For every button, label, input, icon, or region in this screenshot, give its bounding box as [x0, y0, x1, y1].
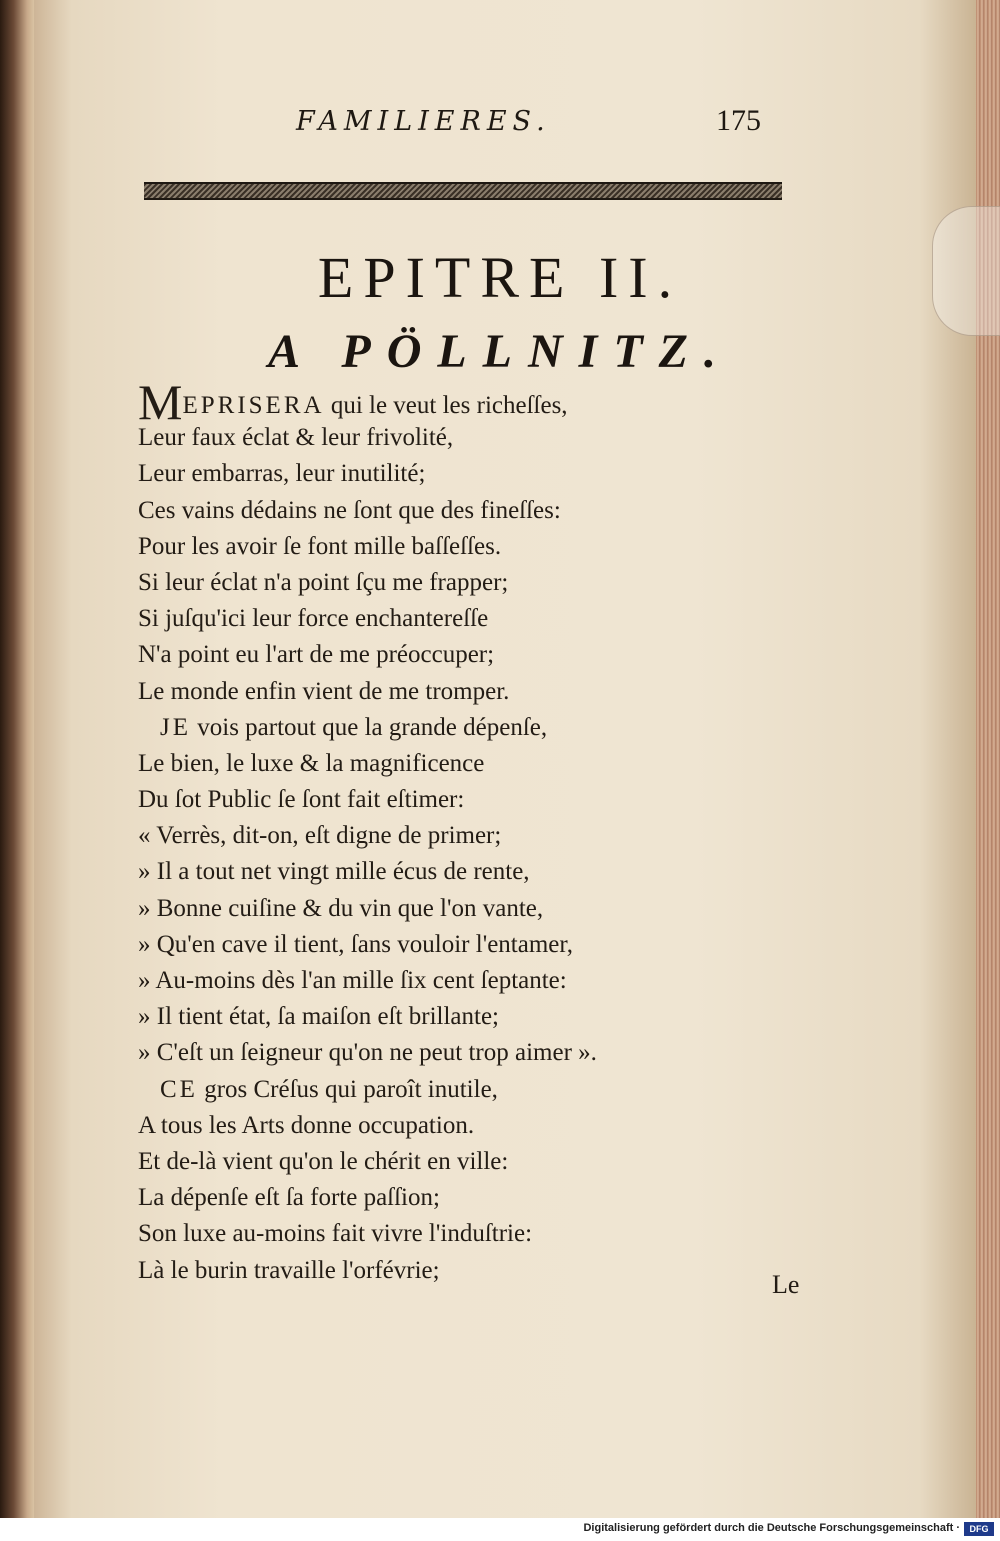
- poem-line: Du ſot Public ſe ſont fait eſtimer:: [138, 786, 465, 814]
- poem-line: » Il tient état, ſa maiſon eſt brillante;: [138, 1003, 499, 1031]
- running-title: FAMILIERES.: [296, 106, 551, 137]
- page-number: 175: [716, 104, 761, 137]
- catchword: Le: [772, 1270, 800, 1299]
- smallcaps-word: CE: [160, 1075, 198, 1103]
- poem-line: » C'eſt un ſeigneur qu'on ne peut trop aimer ».: [138, 1039, 597, 1067]
- poem-line: « Verrès, dit-on, eſt digne de primer;: [138, 822, 502, 850]
- poem-line: A tous les Arts donne occupation.: [138, 1111, 475, 1139]
- poem-line: » Bonne cuiſine & du vin que l'on vante,: [138, 894, 544, 922]
- poem-line: N'a point eu l'art de me préoccuper;: [138, 641, 495, 669]
- poem-line: [138, 710, 778, 746]
- poem-line: Le bien, le luxe & la magnificence: [138, 749, 485, 777]
- footer-bar: [0, 1518, 1000, 1541]
- dfg-logo-icon: DFG: [964, 1522, 994, 1536]
- poem-line: Pour les avoir ſe font mille baſſeſſes.: [138, 532, 502, 560]
- line-text: gros Créſus qui paroît inutile,: [197, 1075, 498, 1103]
- poem-line: Leur embarras, leur inutilité;: [138, 460, 426, 488]
- poem-line: » Qu'en cave il tient, ſans vouloir l'entamer,: [138, 930, 573, 958]
- poem-line: Là le burin travaille l'orfévrie;: [138, 1256, 440, 1284]
- poem-line: [138, 374, 778, 430]
- poem-line: La dépenſe eſt ſa forte paſſion;: [138, 1184, 440, 1212]
- poem-line: Si leur éclat n'a point ſçu me frapper;: [138, 568, 509, 596]
- line-text: vois partout que la grande dépenſe,: [191, 713, 548, 741]
- book-spine: [0, 0, 34, 1518]
- epistle-addressee: A PÖLLNITZ.: [268, 325, 732, 378]
- poem-line: » Au-moins dès l'an mille ſix cent ſeptante:: [138, 967, 567, 994]
- ornamental-rule: [144, 182, 782, 200]
- poem-line: » Il a tout net vingt mille écus de rente,: [138, 858, 530, 886]
- poem-line: Si juſqu'ici leur force enchantereſſe: [138, 605, 489, 633]
- epistle-title: EPITRE II.: [317, 245, 683, 310]
- line-text: qui le veut les richeſſes,: [324, 392, 568, 419]
- poem-line: Ces vains dédains ne ſont que des fineſſes:: [138, 496, 561, 524]
- drop-capital: M: [138, 374, 183, 430]
- funding-credit: Digitalisierung gefördert durch die Deutsche Forschungsgemeinschaft ·: [583, 1522, 960, 1534]
- poem-line: Son luxe au-moins fait vivre l'induſtrie:: [138, 1220, 533, 1248]
- smallcaps-word: JE: [160, 713, 191, 741]
- poem-line: Le monde enfin vient de me tromper.: [138, 677, 510, 705]
- poem-line: Leur faux éclat & leur frivolité,: [138, 424, 454, 452]
- poem-body: [138, 374, 778, 1289]
- smallcaps-word: EPRISERA: [182, 392, 325, 419]
- poem-line: [138, 1072, 778, 1108]
- poem-line: Et de-là vient qu'on le chérit en ville:: [138, 1147, 509, 1175]
